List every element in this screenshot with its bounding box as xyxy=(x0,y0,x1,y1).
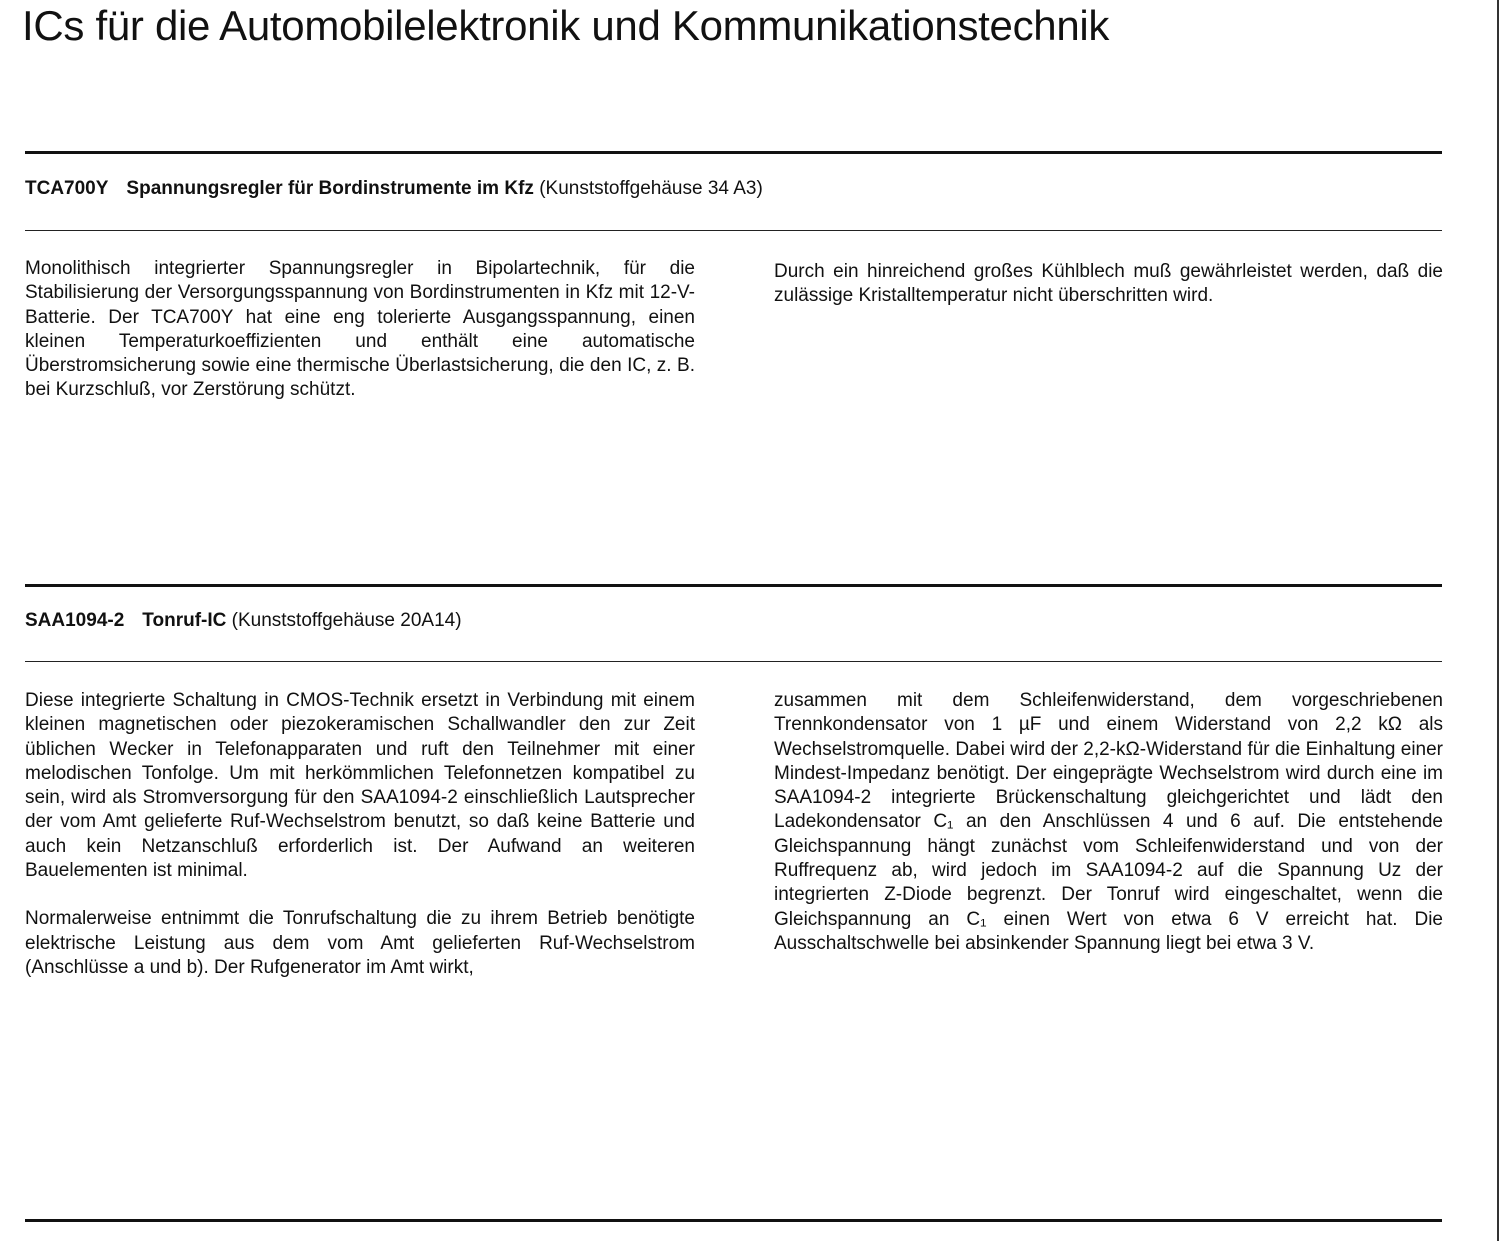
section-package: (Kunststoffgehäuse 34 A3) xyxy=(539,178,763,199)
section-package: (Kunststoffgehäuse 20A14) xyxy=(231,610,462,631)
section-header-tca700y xyxy=(25,178,763,200)
paragraph: Durch ein hinreichend großes Kühlblech muß gewährleistet werden, daß die zulässige Kristalltemperatur nicht überschritten wird. xyxy=(774,261,1443,307)
section-body-right xyxy=(774,689,1443,956)
paragraph: Normalerweise entnimmt die Tonrufschaltung die zu ihrem Betrieb benötigte elektrische Leistung aus dem vom Amt gelieferten Ruf-Wechselstrom (Anschlüsse a und b). Der Rufgenerator im Amt wirkt, xyxy=(25,908,695,978)
section-header-divider xyxy=(25,230,1442,231)
section-body-left xyxy=(25,689,695,980)
paragraph: Monolithisch integrierter Spannungsregler in Bipolartechnik, für die Stabilisierung der Versorgungsspannung von Bordinstrumenten in Kfz mit 12-V-Batterie. Der TCA700Y hat eine eng tolerierte Ausgangsspannung, einen kleinen Temperaturkoeffizienten und enthält eine automatische Überstromsicherung sowie eine thermische Überlastsicherung, die den IC, z. B. bei Kurzschluß, vor Zerstörung schützt. xyxy=(25,258,695,401)
scan-edge-line xyxy=(1497,0,1499,1241)
section-name: Tonruf-IC xyxy=(142,610,227,631)
page-bottom-divider xyxy=(25,1219,1442,1222)
paragraph: Diese integrierte Schaltung in CMOS-Technik ersetzt in Verbindung mit einem kleinen magnetischen oder piezokeramischen Schallwandler den zur Zeit üblichen Wecker in Telefonapparaten und ruft den Teilnehmer mit einer melodischen Tonfolge. Um mit herkömmlichen Telefonnetzen kompatibel zu sein, wird als Stromversorgung für den SAA1094-2 einschließlich Lautsprecher der vom Amt gelieferte Ruf-Wechselstrom benutzt, so daß keine Batterie und auch kein Netzanschluß erforderlich ist. Der Aufwand an weiteren Bauelementen ist minimal. xyxy=(25,690,695,882)
section-code: SAA1094-2 xyxy=(25,610,125,631)
section-body-left xyxy=(25,257,695,403)
section-header-saa1094-2 xyxy=(25,610,462,632)
section-header-divider xyxy=(25,661,1442,662)
paragraph: zusammen mit dem Schleifenwiderstand, dem vorgeschriebenen Trennkondensator von 1 µF und einem Widerstand von 2,2 kΩ als Wechselstromquelle. Dabei wird der 2,2-kΩ-Widerstand für die Einhaltung einer Mindest-Impedanz benötigt. Der eingeprägte Wechselstrom wird durch eine im SAA1094-2 integrierte Brückenschaltung gleichgerichtet und lädt den Ladekondensator C₁ an den Anschlüssen 4 und 6 auf. Die entstehende Gleichspannung hängt zunächst vom Schleifenwiderstand und von der Ruffrequenz ab, wird jedoch im SAA1094-2 auf die Spannung Uz der integrierten Z-Diode begrenzt. Der Tonruf wird eingeschaltet, wenn die Gleichspannung an C₁ einen Wert von etwa 6 V erreicht hat. Die Ausschaltschwelle bei absinkender Spannung liegt bei etwa 3 V. xyxy=(774,690,1443,954)
section-divider-top xyxy=(25,151,1442,154)
page-title: ICs für die Automobilelektronik und Kommunikationstechnik xyxy=(22,2,1110,49)
section-code: TCA700Y xyxy=(25,178,109,199)
section-name: Spannungsregler für Bordinstrumente im Kfz xyxy=(126,178,534,199)
section-divider-top xyxy=(25,584,1442,587)
section-body-right xyxy=(774,260,1443,309)
